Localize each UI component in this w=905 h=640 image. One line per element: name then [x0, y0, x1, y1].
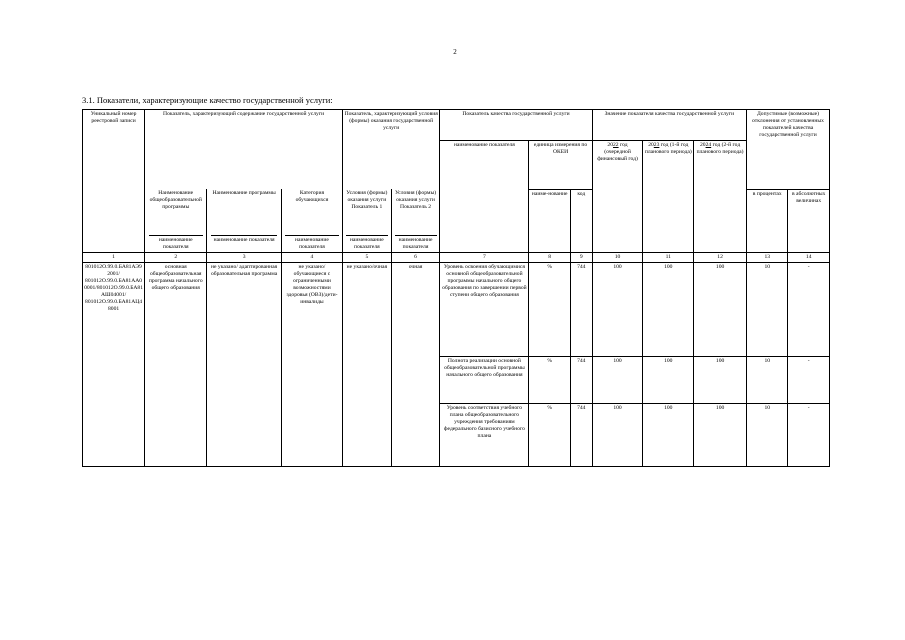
- year1-value-cell: 100: [592, 404, 643, 467]
- program-cell: не указано/ адаптированная образовательная программа: [207, 263, 282, 467]
- year2-value-cell: 100: [643, 404, 694, 467]
- header-quality-group: Показатель качества государственной услуги: [440, 110, 592, 141]
- header-value-group: Значение показателя качества государственной услуги: [592, 110, 746, 141]
- year3-value-cell: 100: [694, 357, 747, 404]
- column-number: 14: [788, 253, 830, 263]
- column-number: 4: [281, 253, 342, 263]
- header-conditions-group: Показатель, характеризующий условия (формы) оказания государственной услуги: [343, 110, 440, 141]
- year3-value-cell: 100: [694, 404, 747, 467]
- dev-percent-cell: 10: [747, 263, 788, 357]
- dev-percent-cell: 10: [747, 404, 788, 467]
- dev-absolute-cell: -: [788, 404, 830, 467]
- indicator-label: наименование показателя: [391, 228, 440, 253]
- dev-percent-cell: 10: [747, 357, 788, 404]
- column-number: 12: [694, 253, 747, 263]
- code-cell: 744: [570, 404, 592, 467]
- column-number: 1: [83, 253, 145, 263]
- dev-absolute-cell: -: [788, 357, 830, 404]
- code-cell: 744: [570, 357, 592, 404]
- year2-value-cell: 100: [643, 263, 694, 357]
- column-number: 9: [570, 253, 592, 263]
- column-number-row: [83, 253, 830, 263]
- column-number: 13: [747, 253, 788, 263]
- unit-cell: %: [529, 404, 570, 467]
- year1-value-cell: 100: [592, 263, 643, 357]
- unit-cell: %: [529, 357, 570, 404]
- column-number: 6: [391, 253, 440, 263]
- header-program-kind: Наименование общеобразовательной программы: [145, 189, 207, 228]
- condition1-cell: не указано/очная: [343, 263, 392, 467]
- header-year2: 2023 год (1-й год планового периода): [643, 140, 694, 253]
- header-category: Категория обучающихся: [281, 189, 342, 228]
- header-dev-percent: в процентах: [747, 189, 788, 253]
- dev-absolute-cell: -: [788, 263, 830, 357]
- indicator-label: наименование показателя: [207, 228, 282, 253]
- header-deviation-group: Допустимые (возможные) отклонения от установленных показателей качества государственной услуги: [747, 110, 830, 141]
- section-title: 3.1. Показатели, характеризующие качество государственной услуги:: [82, 95, 333, 105]
- year1-value-cell: 100: [592, 357, 643, 404]
- condition2-cell: очная: [391, 263, 440, 467]
- column-number: 11: [643, 253, 694, 263]
- table-row: [83, 263, 830, 357]
- column-number: 3: [207, 253, 282, 263]
- header-program: Наименование программы: [207, 189, 282, 228]
- indicator-name-cell: Полнота реализации основной общеобразовательной программы начального общего образования: [440, 357, 529, 404]
- header-quality-name: наименование показателя: [440, 140, 529, 253]
- program-kind-cell: основная общеобразовательная программа начального общего образования: [145, 263, 207, 467]
- header-row-second: [83, 140, 830, 189]
- column-number: 5: [343, 253, 392, 263]
- header-unit-code: код: [570, 189, 592, 253]
- unit-cell: %: [529, 263, 570, 357]
- indicator-name-cell: Уровень соответствия учебного плана общеобразовательного учреждения требованиям федерального базисного учебного плана: [440, 404, 529, 467]
- column-number: 7: [440, 253, 529, 263]
- quality-indicators-table: [82, 109, 830, 467]
- header-unit-group: единица измерения по ОКЕИ: [529, 140, 592, 189]
- unique-number-cell: 801012О.99.0.БА81АЭ92001/ 801012О.99.0.БА81АА00001/801012О.99.0.БА81АШ04001/ 801012О.99.0.БА81АЦ48001: [83, 263, 145, 467]
- page-number: 2: [453, 48, 457, 56]
- header-condition1: Условия (формы) оказания услуги Показатель 1: [343, 189, 392, 228]
- year2-value-cell: 100: [643, 357, 694, 404]
- header-unit-name: наиме-нование: [529, 189, 570, 253]
- header-year3: 2024 год (2-й год планового периода): [694, 140, 747, 253]
- column-number: 8: [529, 253, 570, 263]
- header-content-group: Показатель, характеризующий содержание государственной услуги: [145, 110, 343, 141]
- header-year1: 2022 год (очередной финансовый год): [592, 140, 643, 253]
- indicator-name-cell: Уровень освоения обучающимися основной общеобразовательной программы начального общего образования по завершении первой ступени общего образования: [440, 263, 529, 357]
- indicator-label: наименование показателя: [343, 228, 392, 253]
- header-condition2: Условия (формы) оказания услуги Показатель 2: [391, 189, 440, 228]
- column-number: 10: [592, 253, 643, 263]
- column-number: 2: [145, 253, 207, 263]
- header-row-top: [83, 110, 830, 141]
- header-unique-number: Уникальный номер реестровой записи: [83, 110, 145, 253]
- indicator-label: наименование показателя: [281, 228, 342, 253]
- code-cell: 744: [570, 263, 592, 357]
- indicator-label: наименование показателя: [145, 228, 207, 253]
- year3-value-cell: 100: [694, 263, 747, 357]
- category-cell: не указано/ обучающиеся с ограниченными возможностями здоровья (ОВЗ)/дети-инвалиды: [281, 263, 342, 467]
- header-dev-absolute: в абсолютных величинах: [788, 189, 830, 253]
